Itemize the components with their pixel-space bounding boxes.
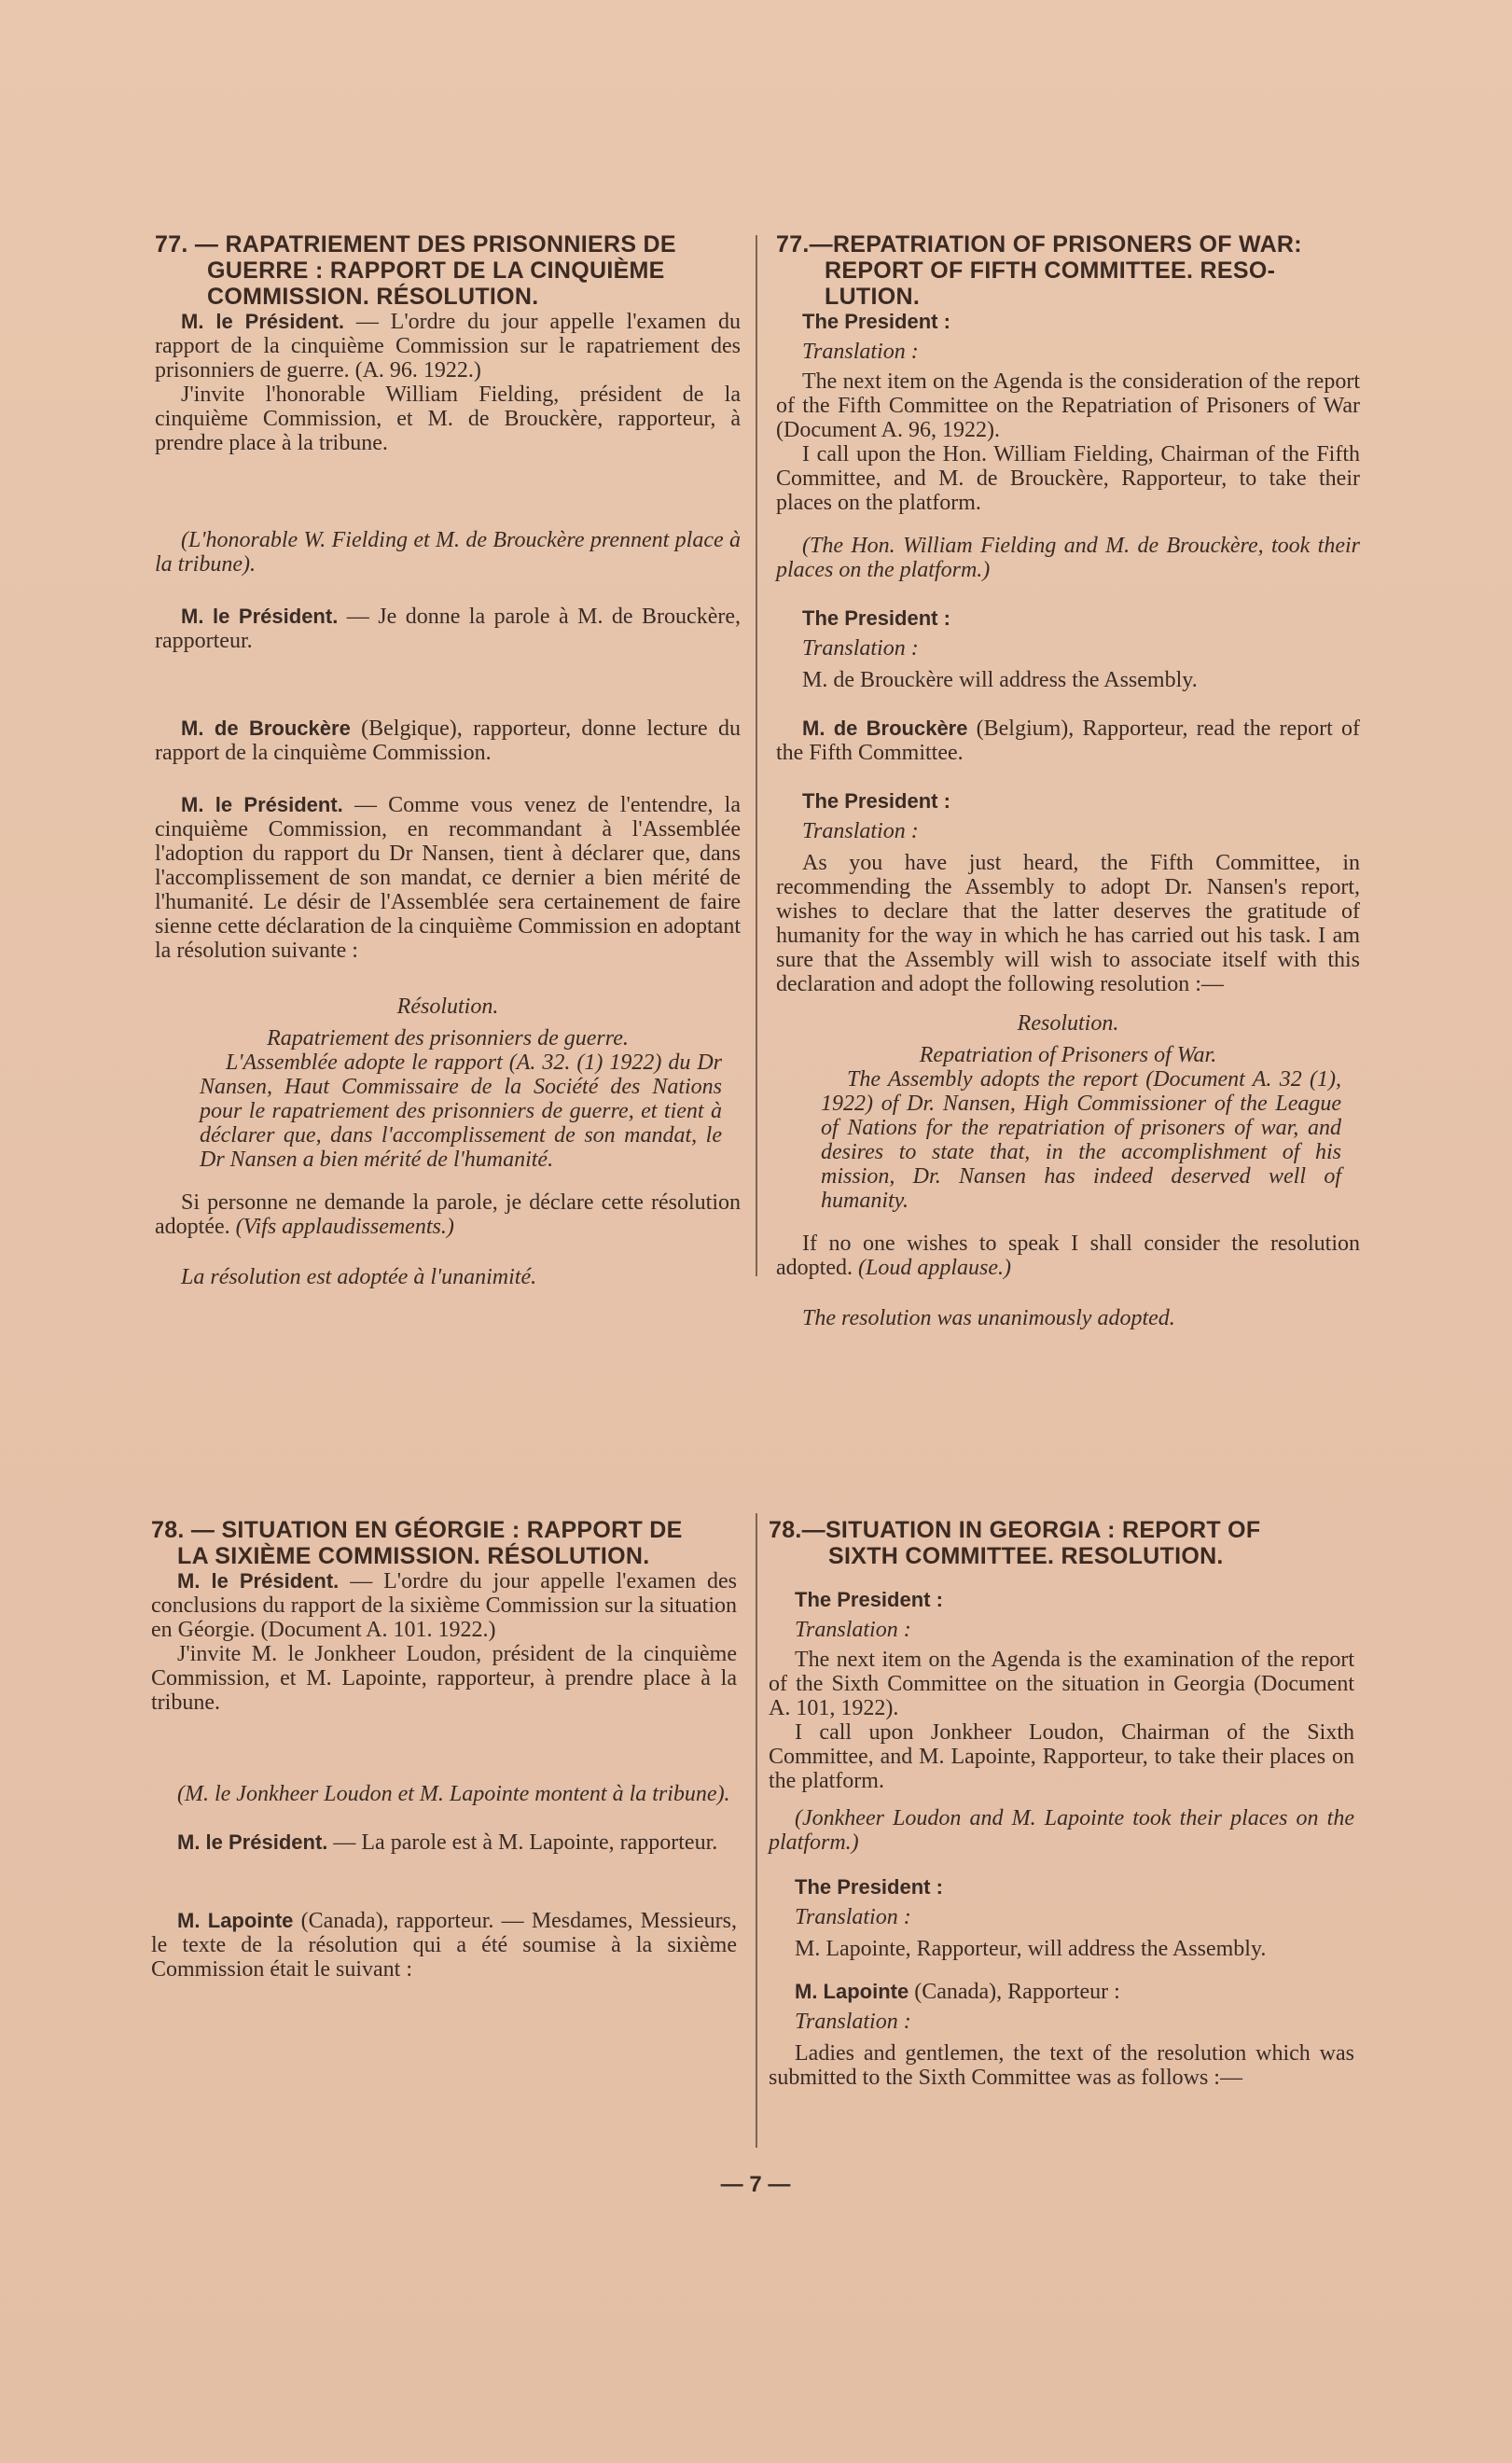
paragraph: The next item on the Agenda is the examination of the report of the Sixth Committee on the situation in Georgia (Document A. 101, 1922).: [769, 1648, 1354, 1720]
speaker-label: The President :: [802, 310, 950, 333]
translation-label: Translation :: [802, 340, 919, 364]
stage-direction: (L'honorable W. Fielding et M. de Brouckère prennent place à la tribune).: [155, 528, 741, 577]
stage-direction: (Jonkheer Loudon and M. Lapointe took their places on the platform.): [769, 1806, 1354, 1855]
paragraph: J'invite l'honorable William Fielding, président de la cinquième Commission, et M. de Brouckère, rapporteur, à prendre place à la tribune.: [155, 383, 741, 455]
paragraph: M. Lapointe (Canada), Rapporteur :: [795, 1980, 1120, 2004]
resolution-text-fr: L'Assemblée adopte le rapport (A. 32. (1) 1922) du Dr Nansen, Haut Commissaire de la Société des Nations pour le rapatriement des prisonniers de guerre, et tient à déclarer que, dans l'accomplissement de son mandat, le Dr Nansen a bien mérité de l'humanité.: [200, 1051, 722, 1172]
stage-direction: (M. le Jonkheer Loudon et M. Lapointe montent à la tribune).: [177, 1782, 730, 1806]
speaker-label: The President :: [795, 1875, 943, 1899]
paragraph: Si personne ne demande la parole, je déclare cette résolution adoptée. (Vifs applaudissements.): [155, 1190, 741, 1239]
paragraph: The next item on the Agenda is the consideration of the report of the Fifth Committee on the Repatriation of Prisoners of War (Document A. 96, 1922).: [776, 369, 1360, 442]
paragraph: M. le Président. — L'ordre du jour appelle l'examen du rapport de la cinquième Commission sur le rapatriement des prisonniers de guerre. (A. 96. 1922.): [155, 310, 741, 383]
paragraph: M. de Brouckère will address the Assembly.: [802, 668, 1198, 692]
speaker-label: The President :: [802, 789, 950, 813]
paragraph: M. le Président. — Je donne la parole à M. de Brouckère, rapporteur.: [155, 605, 741, 653]
paragraph: M. de Brouckère (Belgium), Rapporteur, read the report of the Fifth Committee.: [776, 717, 1360, 765]
paragraph: M. Lapointe, Rapporteur, will address the Assembly.: [795, 1937, 1267, 1961]
translation-label: Translation :: [795, 1618, 911, 1642]
translation-label: Translation :: [802, 636, 919, 661]
section-78-heading-fr: 78. — SITUATION EN GÉORGIE : RAPPORT DE LA SIXIÈME COMMISSION. RÉSOLUTION.: [151, 1517, 683, 1569]
paragraph: I call upon Jonkheer Loudon, Chairman of the Sixth Committee, and M. Lapointe, Rapporteur, to take their places on the platform.: [769, 1720, 1354, 1793]
english-section-77: [776, 231, 1360, 1330]
paragraph: If no one wishes to speak I shall consider the resolution adopted. (Loud applause.): [776, 1232, 1360, 1280]
resolution-title-en: Resolution.: [1017, 1011, 1119, 1036]
english-section-78: [769, 1517, 1354, 2090]
french-section-77: [155, 231, 741, 1289]
paragraph: M. de Brouckère (Belgique), rapporteur, donne lecture du rapport de la cinquième Commission.: [155, 717, 742, 765]
section-77-heading-en: 77.—REPATRIATION OF PRISONERS OF WAR: REPORT OF FIFTH COMMITTEE. RESO- LUTION.: [776, 231, 1302, 310]
speaker-label: The President :: [795, 1588, 943, 1611]
paragraph: Ladies and gentlemen, the text of the resolution which was submitted to the Sixth Committee was as follows :—: [769, 2041, 1354, 2090]
resolution-text-en: The Assembly adopts the report (Document A. 32 (1), 1922) of Dr. Nansen, High Commissioner of the League of Nations for the repatriation of prisoners of war, and desires to state that, in the accomplishment of his mission, Dr. Nansen has indeed deserved well of humanity.: [821, 1067, 1341, 1213]
paragraph: La résolution est adoptée à l'unanimité.: [181, 1265, 537, 1289]
paragraph: The resolution was unanimously adopted.: [802, 1306, 1175, 1330]
section-78-heading-en: 78.—SITUATION IN GEORGIA : REPORT OF SIXTH COMMITTEE. RESOLUTION.: [769, 1517, 1261, 1569]
paragraph: M. le Président. — Comme vous venez de l'entendre, la cinquième Commission, en recommandant à l'Assemblée l'adoption du rapport du Dr Nansen, tient à déclarer que, dans l'accomplissement de son mandat, ce dernier a bien mérité de l'humanité. Le désir de l'Assemblée sera certainement de faire sienne cette déclaration de la cinquième Commission en adoptant la résolution suivante :: [155, 793, 741, 963]
speaker-label: The President :: [802, 606, 950, 630]
paragraph: J'invite M. le Jonkheer Loudon, président de la cinquième Commission, et M. Lapointe, rapporteur, à prendre place à la tribune.: [151, 1642, 737, 1715]
paragraph: As you have just heard, the Fifth Committee, in recommending the Assembly to adopt Dr. Nansen's report, wishes to declare that the latter deserves the gratitude of humanity for the way in which he has carried out his task. I am sure that the Assembly will wish to associate itself with this declaration and adopt the following resolution :—: [776, 851, 1360, 996]
paragraph: M. le Président. — L'ordre du jour appelle l'examen des conclusions du rapport de la sixième Commission sur la situation en Géorgie. (Document A. 101. 1922.): [151, 1569, 737, 1642]
paragraph: I call upon the Hon. William Fielding, Chairman of the Fifth Committee, and M. de Brouckère, Rapporteur, to take their places on the platform.: [776, 442, 1360, 515]
french-section-78: [151, 1517, 737, 1982]
column-divider-top: [756, 235, 757, 1276]
resolution-subtitle-en: Repatriation of Prisoners of War.: [919, 1043, 1217, 1067]
page-number: — 7 —: [720, 2172, 791, 2197]
section-77-heading-fr: 77. — RAPATRIEMENT DES PRISONNIERS DE GUERRE : RAPPORT DE LA CINQUIÈME COMMISSION. RÉSOLUTION.: [155, 231, 676, 310]
translation-label: Translation :: [795, 2010, 911, 2034]
translation-label: Translation :: [795, 1905, 911, 1929]
column-divider-bottom: [756, 1513, 757, 2148]
resolution-title-fr: Résolution.: [396, 995, 499, 1019]
translation-label: Translation :: [802, 819, 919, 843]
stage-direction: (The Hon. William Fielding and M. de Brouckère, took their places on the platform.): [776, 534, 1360, 582]
paragraph: M. le Président. — La parole est à M. Lapointe, rapporteur.: [177, 1830, 718, 1855]
paragraph: M. Lapointe (Canada), rapporteur. — Mesdames, Messieurs, le texte de la résolution qui a été soumise à la sixième Commission était le suivant :: [151, 1909, 737, 1982]
resolution-subtitle-fr: Rapatriement des prisonniers de guerre.: [267, 1026, 629, 1051]
